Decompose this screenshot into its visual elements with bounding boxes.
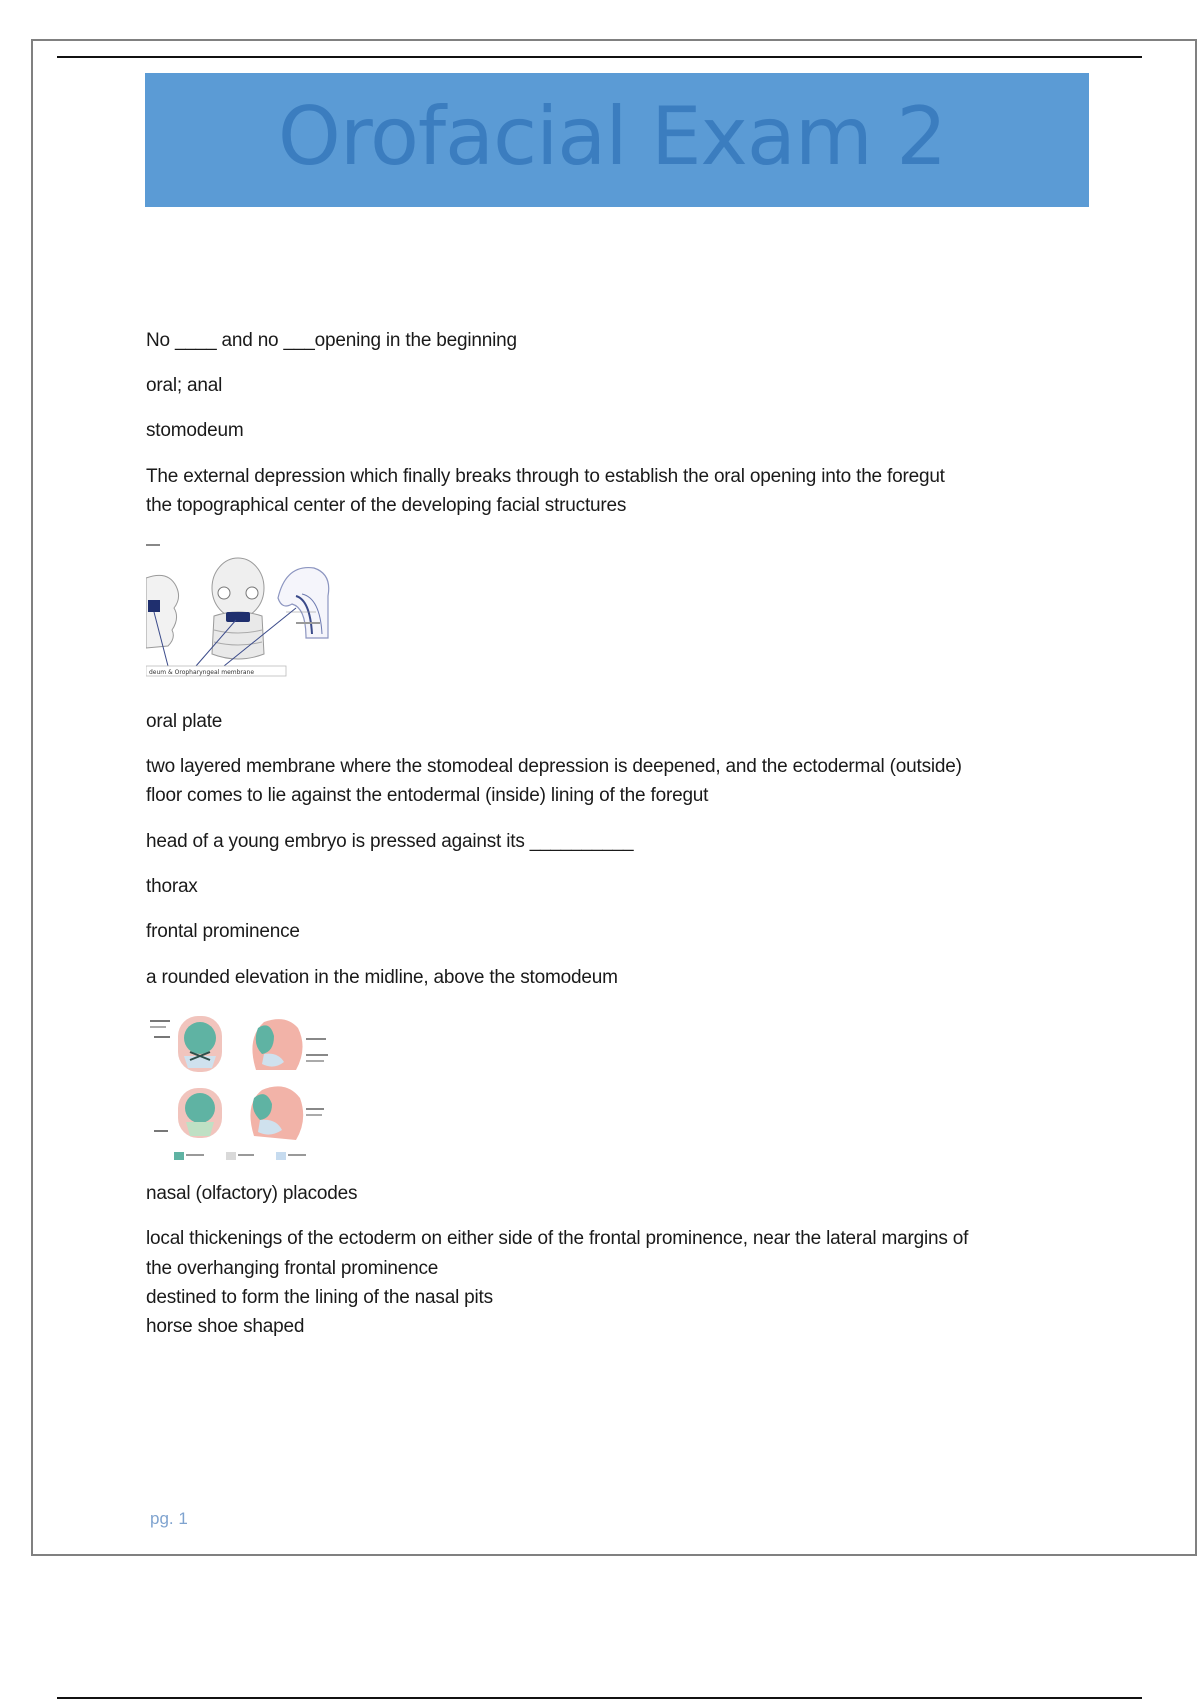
card-definition: horse shoe shaped <box>146 1316 305 1337</box>
card-term: oral plate <box>146 711 223 732</box>
card-definition: the overhanging frontal prominence <box>146 1258 439 1279</box>
page-number: pg. 1 <box>150 1509 188 1528</box>
card-definition: destined to form the lining of the nasal pits <box>146 1287 493 1308</box>
card-definition: a rounded elevation in the midline, above the stomodeum <box>146 967 618 988</box>
bottom-rule <box>57 1697 1142 1699</box>
card-term: nasal (olfactory) placodes <box>146 1183 358 1204</box>
title-banner <box>145 73 1089 207</box>
embryo-illustration-icon <box>146 538 332 693</box>
card-term: stomodeum <box>146 420 244 441</box>
page-title: Orofacial Exam 2 <box>277 90 947 183</box>
facial-prominences-illustration-icon <box>146 1008 332 1168</box>
card-term: head of a young embryo is pressed against its __________ <box>146 831 634 852</box>
card-term: No ____ and no ___opening in the beginning <box>146 330 517 351</box>
card-definition: floor comes to lie against the entodermal (inside) lining of the foregut <box>146 785 709 806</box>
card-definition: local thickenings of the ectoderm on either side of the frontal prominence, near the lateral margins of <box>146 1228 969 1249</box>
card-definition: thorax <box>146 876 198 897</box>
facial-prominences-figure <box>146 1008 332 1168</box>
figure-caption: deum & Oropharyngeal membrane <box>149 669 255 676</box>
card-definition: two layered membrane where the stomodeal depression is deepened, and the ectodermal (outside) <box>146 756 962 777</box>
card-term: frontal prominence <box>146 921 300 942</box>
card-definition: oral; anal <box>146 375 223 396</box>
card-definition: the topographical center of the developing facial structures <box>146 495 627 516</box>
card-definition: The external depression which finally breaks through to establish the oral opening into the foregut <box>146 466 945 487</box>
embryo-stomodeum-figure <box>146 538 332 693</box>
